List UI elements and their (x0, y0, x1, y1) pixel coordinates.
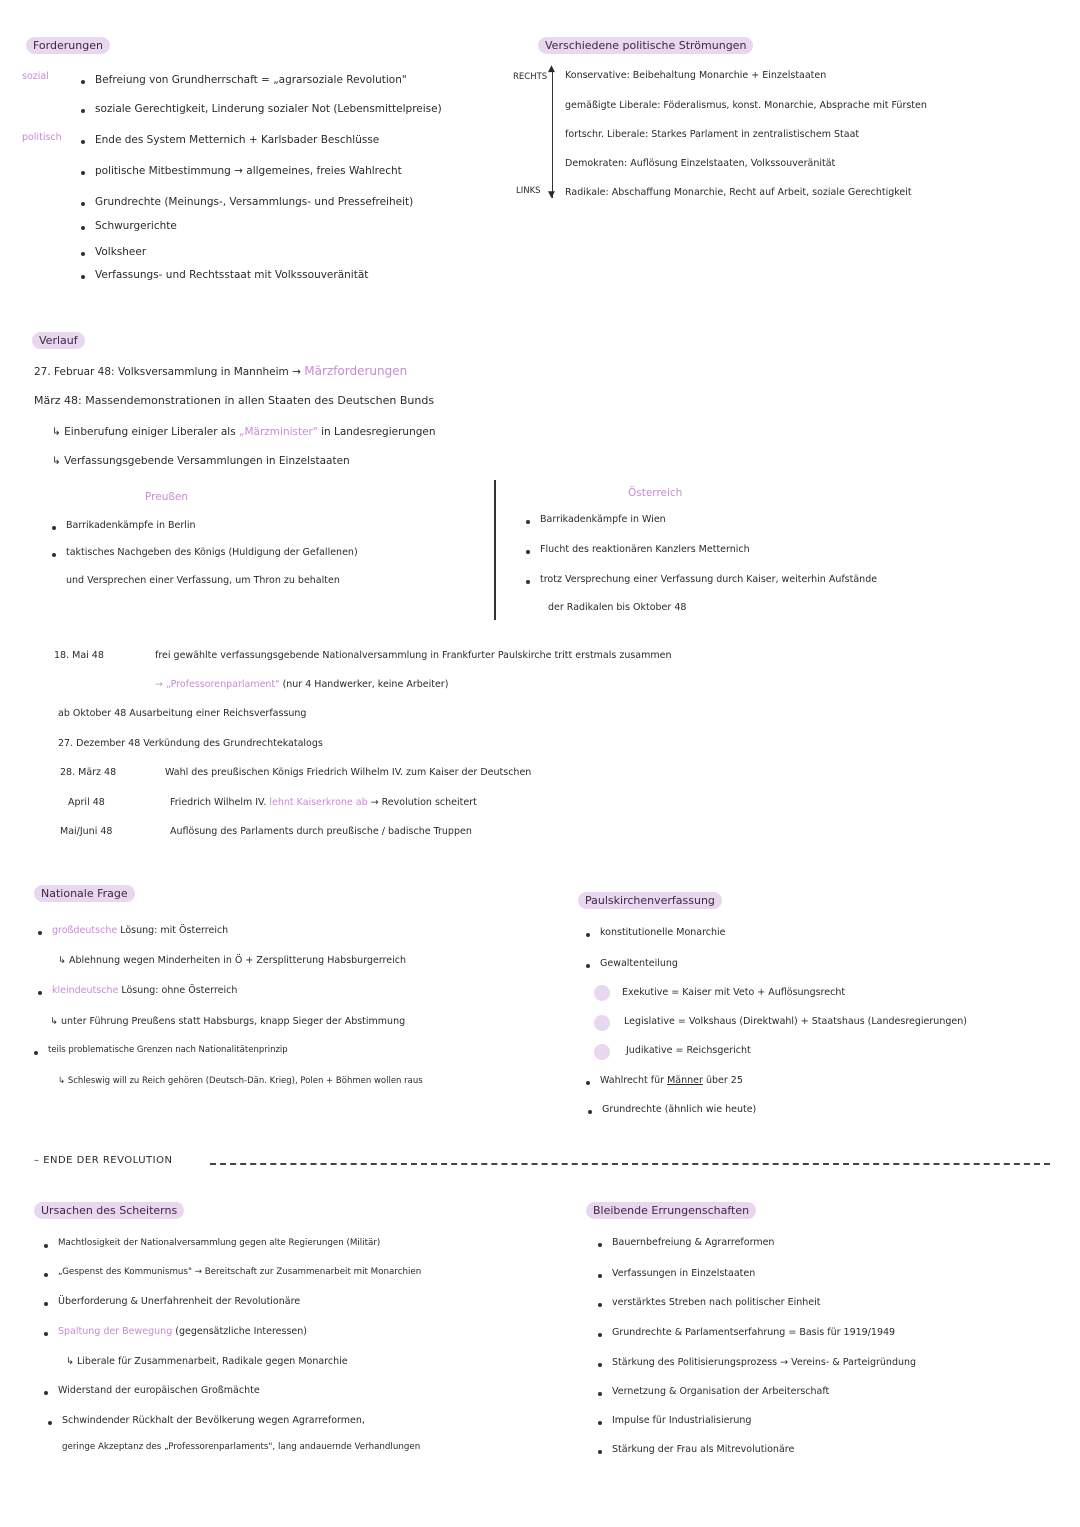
ende-revolution: – ENDE DER REVOLUTION (34, 1155, 173, 1166)
ursache-item: „Gespenst des Kommunismus" → Bereitschaft zur Zusammenarbeit mit Monarchien (58, 1267, 422, 1277)
spaltung (58, 1326, 307, 1337)
preussen-heading: Preußen (145, 491, 189, 503)
grenzen-sub: ↳ Schleswig will zu Reich gehören (Deutsch-Dän. Krieg), Polen + Böhmen wollen raus (58, 1076, 423, 1086)
oesterreich-item: trotz Versprechung einer Verfassung durch Kaiser, weiterhin Aufstände (540, 574, 878, 585)
preussen-item: taktisches Nachgeben des Königs (Huldigung der Gefallenen) (66, 547, 358, 558)
oesterreich-item: Barrikadenkämpfe in Wien (540, 514, 666, 525)
axis-arrow (552, 70, 553, 198)
schwinden: Schwindender Rückhalt der Bevölkerung wegen Agrarreformen, (62, 1415, 365, 1426)
event-oktober: ab Oktober 48 Ausarbeitung einer Reichsverfassung (58, 708, 307, 719)
stroemung-item: Konservative: Beibehaltung Monarchie + Einzelstaaten (565, 70, 827, 81)
text: (nur 4 Handwerker, keine Arbeiter) (282, 679, 449, 690)
errungenschaft-item: Vernetzung & Organisation der Arbeiterschaft (612, 1386, 830, 1397)
paulskirche-heading: Paulskirchenverfassung (578, 892, 722, 909)
verlauf-heading: Verlauf (32, 332, 85, 349)
stroemung-item: gemäßigte Liberale: Föderalismus, konst. Monarchie, Absprache mit Fürsten (565, 100, 927, 111)
text: über 25 (705, 1075, 743, 1086)
errungenschaft-item: Bauernbefreiung & Agrarreformen (612, 1237, 775, 1248)
errungenschaften-heading: Bleibende Errungenschaften (586, 1202, 756, 1219)
arrow-up-icon: ▲ (548, 64, 555, 74)
judikative-icon (594, 1044, 610, 1060)
exekutive-icon (594, 985, 610, 1001)
professorenparlament: → „Professorenparlament" (155, 679, 280, 690)
text: → Revolution scheitert (370, 797, 477, 808)
event-mai (54, 650, 104, 661)
paulskirche-item: Gewaltenteilung (600, 958, 678, 969)
grossdeutsch (52, 925, 228, 936)
event-maijuni-text: Auflösung des Parlaments durch preußische / badische Truppen (170, 826, 472, 837)
exekutive: Exekutive = Kaiser mit Veto + Auflösungsrecht (622, 987, 846, 998)
maenner: Männer (667, 1075, 703, 1086)
text: Lösung: ohne Österreich (121, 985, 238, 996)
maerzforderungen: Märzforderungen (304, 364, 408, 378)
sozial-label: sozial (22, 71, 49, 82)
spaltung-label: Spaltung der Bewegung (58, 1326, 173, 1337)
event-maerz-date: 28. März 48 (60, 767, 117, 778)
text: Lösung: mit Österreich (120, 925, 229, 936)
text: Massendemonstrationen in allen Staaten des Deutschen Bunds (85, 394, 435, 407)
forderung-item: Verfassungs- und Rechtsstaat mit Volkssouveränität (95, 269, 369, 281)
forderung-item: Volksheer (95, 246, 147, 258)
ursache-item: Machtlosigkeit der Nationalversammlung gegen alte Regierungen (Militär) (58, 1238, 381, 1248)
arrow-down-icon: ▼ (548, 190, 555, 200)
text: ↳ Einberufung einiger Liberaler als (52, 426, 236, 438)
forderungen-heading: Forderungen (26, 37, 110, 54)
nationale-frage-heading: Nationale Frage (34, 885, 135, 902)
date: 18. Mai 48 (54, 650, 104, 661)
text: Wahlrecht für (600, 1075, 665, 1086)
preussen-item-cont: und Versprechen einer Verfassung, um Thron zu behalten (66, 575, 340, 586)
text: Friedrich Wilhelm IV. (170, 797, 267, 808)
grossdeutsch-label: großdeutsche (52, 925, 118, 936)
event-april-date: April 48 (68, 797, 105, 808)
event-maerz-text: Wahl des preußischen Königs Friedrich Wilhelm IV. zum Kaiser der Deutschen (165, 767, 532, 778)
event-maijuni-date: Mai/Juni 48 (60, 826, 113, 837)
rechts-label: RECHTS (513, 72, 548, 82)
text: (gegensätzliche Interessen) (175, 1326, 308, 1337)
verlauf-februar (34, 364, 407, 378)
maerzminister: „Märzminister" (239, 426, 318, 438)
event-april-text (170, 797, 477, 808)
errungenschaft-item: Verfassungen in Einzelstaaten (612, 1268, 756, 1279)
kleindeutsch-sub: ↳ unter Führung Preußens statt Habsburgs, knapp Sieger der Abstimmung (50, 1016, 406, 1027)
errungenschaft-item: verstärktes Streben nach politischer Einheit (612, 1297, 821, 1308)
verlauf-maerzminister (52, 426, 436, 438)
grundrechte: Grundrechte (ähnlich wie heute) (602, 1104, 757, 1115)
links-label: LINKS (516, 186, 541, 196)
errungenschaft-item: Grundrechte & Parlamentserfahrung = Basis für 1919/1949 (612, 1327, 896, 1338)
forderung-item: soziale Gerechtigkeit, Linderung sozialer Not (Lebensmittelpreise) (95, 103, 442, 115)
event-professorenparlament (155, 679, 448, 690)
oesterreich-heading: Österreich (628, 487, 683, 499)
ursachen-heading: Ursachen des Scheiterns (34, 1202, 184, 1219)
forderung-item: Grundrechte (Meinungs-, Versammlungs- und Pressefreiheit) (95, 196, 414, 208)
errungenschaft-item: Stärkung des Politisierungsprozess → Vereins- & Parteigründung (612, 1357, 917, 1368)
paulskirche-item: konstitutionelle Monarchie (600, 927, 726, 938)
kleindeutsch-label: kleindeutsche (52, 985, 119, 996)
text: in Landesregierungen (321, 426, 436, 438)
grenzen: teils problematische Grenzen nach Nationalitätenprinzip (48, 1045, 288, 1055)
verlauf-maerz (34, 394, 434, 407)
oesterreich-item-cont: der Radikalen bis Oktober 48 (548, 602, 687, 613)
judikative: Judikative = Reichsgericht (626, 1045, 751, 1056)
grossdeutsch-sub: ↳ Ablehnung wegen Minderheiten in Ö + Zersplitterung Habsburgerreich (58, 955, 406, 966)
verlauf-versammlungen: ↳ Verfassungsgebende Versammlungen in Einzelstaaten (52, 455, 350, 467)
date: März 48: (34, 394, 82, 407)
stroemung-item: Radikale: Abschaffung Monarchie, Recht auf Arbeit, soziale Gerechtigkeit (565, 187, 912, 198)
errungenschaft-item: Stärkung der Frau als Mitrevolutionäre (612, 1444, 795, 1455)
forderung-item: politische Mitbestimmung → allgemeines, freies Wahlrecht (95, 165, 402, 177)
event-mai-text: frei gewählte verfassungsgebende Nationalversammlung in Frankfurter Paulskirche tritt erstmals zusammen (155, 650, 672, 661)
ursache-item: Überforderung & Unerfahrenheit der Revolutionäre (58, 1296, 301, 1307)
kleindeutsch (52, 985, 237, 996)
stroemung-item: Demokraten: Auflösung Einzelstaaten, Volkssouveränität (565, 158, 836, 169)
separator (210, 1163, 1050, 1165)
forderung-item: Schwurgerichte (95, 220, 177, 232)
forderung-item: Befreiung von Grundherrschaft = „agrarsoziale Revolution" (95, 74, 407, 86)
politisch-label: politisch (22, 132, 62, 143)
legislative: Legislative = Volkshaus (Direktwahl) + Staatshaus (Landesregierungen) (624, 1016, 967, 1027)
oesterreich-item: Flucht des reaktionären Kanzlers Metternich (540, 544, 750, 555)
stroemung-item: fortschr. Liberale: Starkes Parlament in zentralistischem Staat (565, 129, 860, 140)
kaiserkrone: lehnt Kaiserkrone ab (269, 797, 368, 808)
text: Volksversammlung in Mannheim → (117, 366, 301, 378)
column-divider (494, 480, 496, 620)
widerstand: Widerstand der europäischen Großmächte (58, 1385, 260, 1396)
ende-label: ENDE DER REVOLUTION (43, 1155, 173, 1166)
legislative-icon (594, 1015, 610, 1031)
schwinden-cont: geringe Akzeptanz des „Professorenparlaments", lang andauernde Verhandlungen (62, 1442, 421, 1452)
wahlrecht (600, 1075, 743, 1086)
spaltung-sub: ↳ Liberale für Zusammenarbeit, Radikale gegen Monarchie (66, 1356, 348, 1367)
event-dezember: 27. Dezember 48 Verkündung des Grundrechtekatalogs (58, 738, 323, 749)
stroemungen-heading: Verschiedene politische Strömungen (538, 37, 753, 54)
preussen-item: Barrikadenkämpfe in Berlin (66, 520, 196, 531)
forderung-item: Ende des System Metternich + Karlsbader Beschlüsse (95, 134, 380, 146)
errungenschaft-item: Impulse für Industrialisierung (612, 1415, 752, 1426)
date: 27. Februar 48: (34, 366, 115, 378)
